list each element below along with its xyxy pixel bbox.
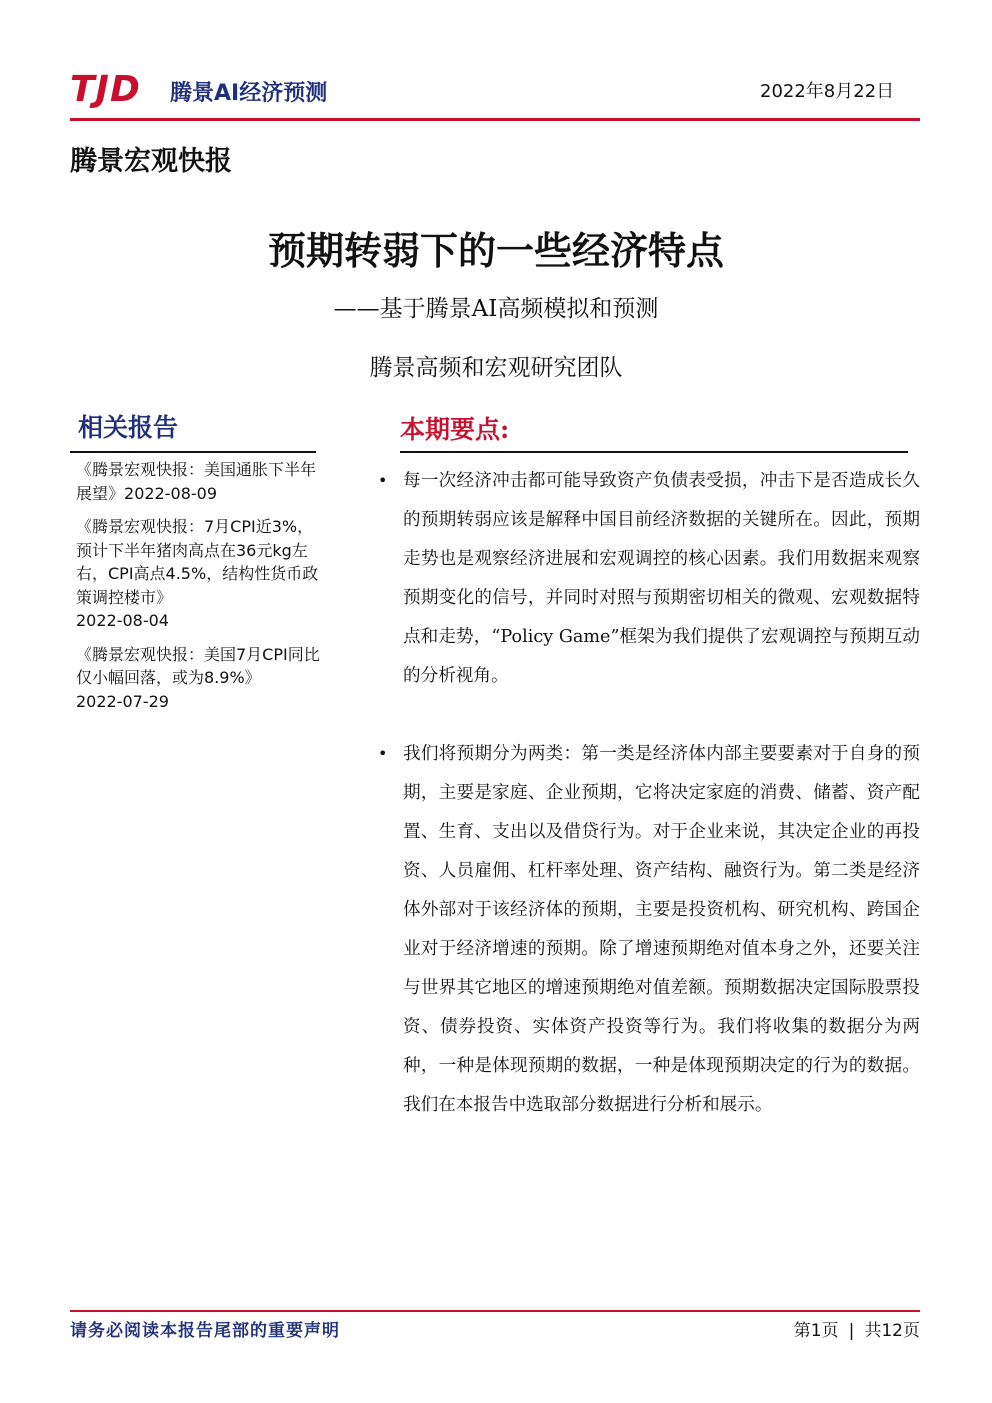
related-reports-divider	[70, 451, 316, 453]
author-team: 腾景高频和宏观研究团队	[369, 355, 623, 381]
related-report-title: 《腾景宏观快报：美国通胀下半年展望》	[76, 460, 317, 503]
key-point-text: 我们将预期分为两类：第一类是经济体内部主要要素对于自身的预期，主要是家庭、企业预期，它将决定家庭的消费、储蓄、资产配置、生育、支出以及借贷行为。对于企业来说，其决定企业的再投资、人员雇佣、杠杆率处理、资产结构、融资行为。第二类是经济体外部对于该经济体的预期，主要是投资机构、研究机构、跨国企业对于经济增速的预期。除了增速预期绝对值本身之外，还要关注与世界其它地区的增速预期绝对值差额。预期数据决定国际股票投资、债券投资、实体资产投资等行为。我们将收集的数据分为两种，一种是体现预期的数据，一种是体现预期决定的行为的数据。我们在本报告中选取部分数据进行分析和展示。	[403, 744, 920, 1115]
key-point-item	[370, 462, 920, 695]
related-report-item[interactable]	[76, 643, 322, 714]
related-reports-list	[76, 458, 322, 723]
footer-divider	[70, 1310, 920, 1312]
key-points-heading: 本期要点:	[400, 415, 510, 444]
page-separator: |	[848, 1321, 855, 1341]
logo-mark: TJD	[70, 69, 141, 110]
related-report-date: 2022-08-04	[76, 611, 169, 630]
total-pages: 共12页	[864, 1321, 920, 1341]
page-title: 预期转弱下的一些经济特点	[267, 228, 724, 273]
related-report-date: 2022-07-29	[76, 691, 169, 711]
key-points-list	[370, 462, 920, 1125]
page-indicator	[770, 1318, 920, 1344]
report-date: 2022年8月22日	[760, 81, 895, 102]
page-subtitle: ——基于腾景AI高频模拟和预测	[333, 296, 659, 322]
related-report-item[interactable]	[76, 458, 322, 505]
related-report-item[interactable]	[76, 515, 322, 633]
series-name: 腾景宏观快报	[70, 146, 232, 177]
footer-disclaimer: 请务必阅读本报告尾部的重要声明	[70, 1321, 340, 1341]
key-point-text: 每一次经济冲击都可能导致资产负债表受损，冲击下是否造成长久的预期转弱应该是解释中国目前经济数据的关键所在。因此，预期走势也是观察经济进展和宏观调控的核心因素。我们用数据来观察预期变化的信号，并同时对照与预期密切相关的微观、宏观数据特点和走势，“Policy Game”框架为我们提供了宏观调控与预期互动的分析视角。	[403, 471, 920, 686]
bullet-dot-icon: •	[378, 471, 388, 490]
related-report-date: 2022-08-09	[124, 483, 217, 503]
related-report-title: 《腾景宏观快报：美国7月CPI同比仅小幅回落，或为8.9%》	[76, 644, 320, 687]
current-page: 第1页	[793, 1321, 839, 1341]
related-reports-heading: 相关报告	[78, 413, 179, 442]
bullet-dot-icon: •	[378, 744, 388, 764]
key-points-divider	[400, 451, 908, 453]
logo-text: 腾景AI经济预测	[170, 81, 328, 106]
key-point-item	[370, 735, 920, 1124]
related-report-title: 《腾景宏观快报：7月CPI近3%，预计下半年猪肉高点在36元kg左右，CPI高点4.5%，结构性货币政策调控楼市》	[76, 517, 319, 607]
header-divider	[70, 118, 920, 121]
